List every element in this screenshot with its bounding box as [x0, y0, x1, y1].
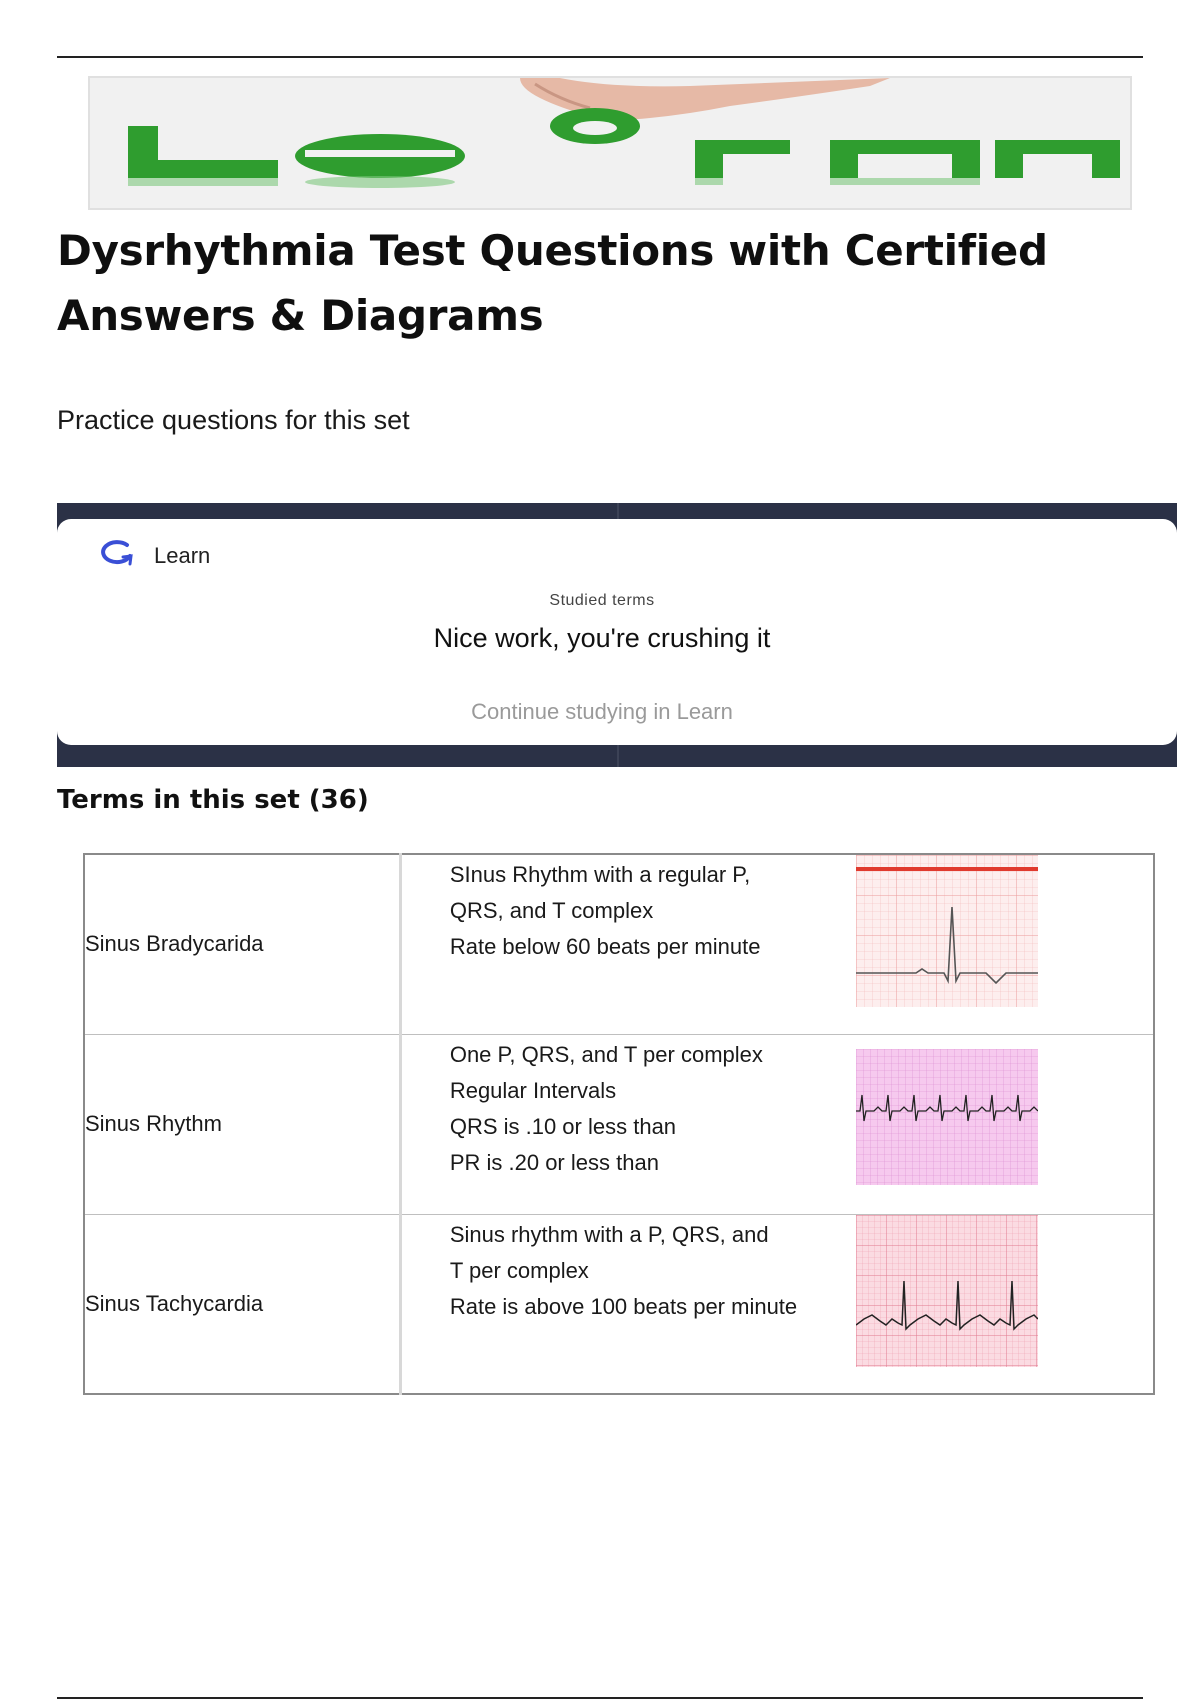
definition-line: QRS, and T complex — [449, 898, 654, 923]
definition-line: SInus Rhythm with a regular P, — [449, 862, 751, 887]
definition-line: Rate is above 100 beats per minute — [449, 1293, 798, 1319]
bottom-rule — [57, 1697, 1143, 1699]
learn-label: Learn — [154, 543, 211, 568]
term-cell: Sinus Rhythm — [84, 1034, 400, 1214]
sinus-bradycardia-ecg-strip — [856, 855, 1038, 1007]
sinus-tachycardia-ecg-strip — [856, 1215, 1038, 1367]
sinus-rhythm-ecg-strip — [856, 1049, 1038, 1199]
learn-widget-card[interactable] — [57, 519, 1177, 745]
definition-line: Rate below 60 beats per minute — [449, 934, 761, 959]
table-row — [84, 1214, 1154, 1394]
practice-subtitle: Practice questions for this set — [57, 405, 410, 435]
page-title: Dysrhythmia Test Questions with Certified Answers & Diagrams — [57, 226, 1048, 340]
definition-line: Sinus rhythm with a P, QRS, and — [449, 1221, 769, 1247]
continue-learn-link[interactable]: Continue studying in Learn — [471, 699, 733, 724]
definition-line: One P, QRS, and T per complex — [449, 1041, 763, 1067]
term-cell: Sinus Bradycarida — [84, 854, 400, 1034]
terms-table — [83, 853, 1155, 1395]
definition-line: Regular Intervals — [449, 1077, 617, 1103]
definition-line: QRS is .10 or less than — [449, 1113, 677, 1139]
image-cell — [856, 1214, 1154, 1394]
studied-terms-caption: Studied terms — [549, 592, 655, 609]
table-row — [84, 854, 1154, 1034]
definition-line: T per complex — [449, 1257, 589, 1283]
definition-cell — [400, 1214, 856, 1394]
learn-banner-image — [88, 76, 1132, 210]
terms-heading: Terms in this set (36) — [57, 785, 369, 815]
image-cell — [856, 854, 1154, 1034]
term-cell: Sinus Tachycardia — [84, 1214, 400, 1394]
definition-line: PR is .20 or less than — [449, 1149, 659, 1175]
image-cell — [856, 1034, 1154, 1214]
progress-message: Nice work, you're crushing it — [433, 623, 771, 653]
definition-cell — [400, 1034, 856, 1214]
banner-word — [90, 78, 1130, 208]
definition-cell — [400, 854, 856, 1034]
learn-loop-icon — [97, 537, 137, 567]
table-row — [84, 1034, 1154, 1214]
top-rule — [57, 56, 1143, 58]
